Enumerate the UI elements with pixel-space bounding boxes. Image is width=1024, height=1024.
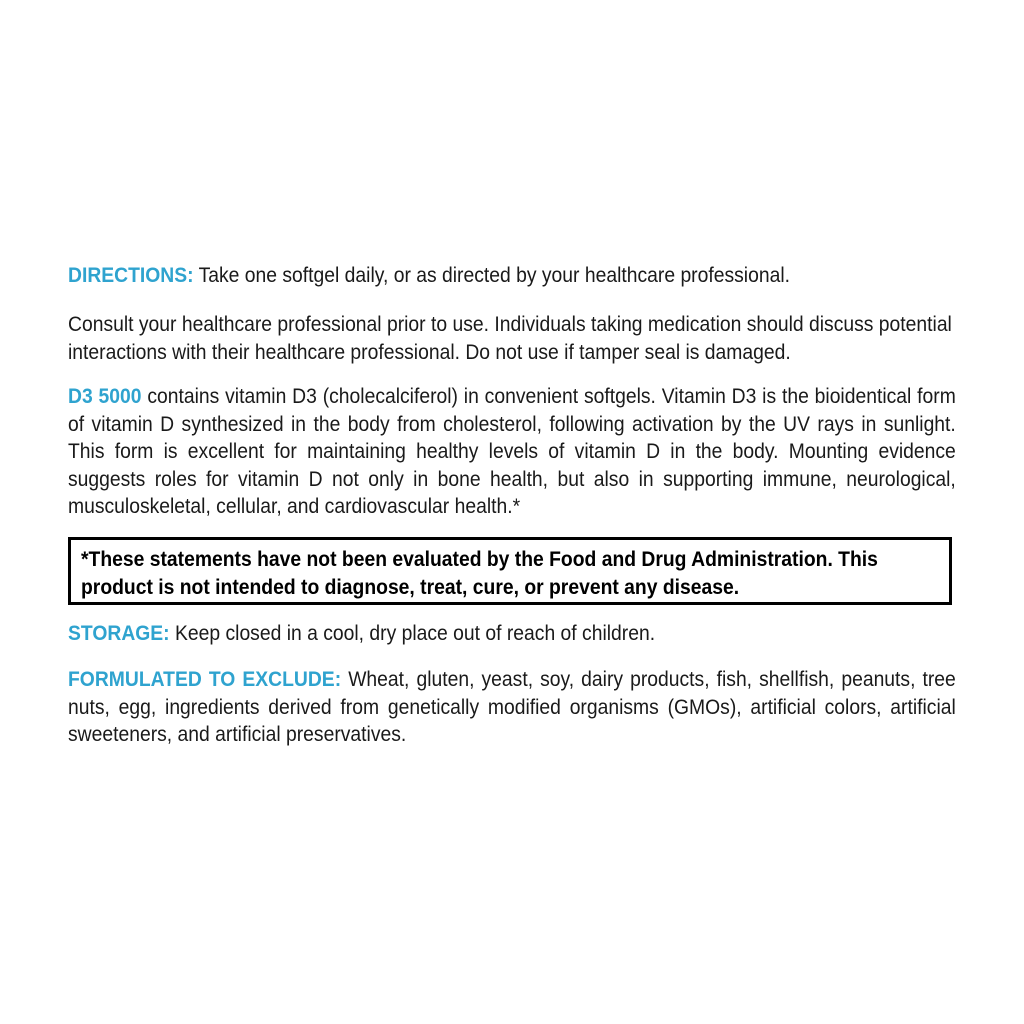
exclusions-text: Wheat, gluten, yeast, soy, dairy products, fish, shellfish, peanuts, tree nuts, egg, ingredients derived from genetically modified organisms (GMOs), artificial colors, artificial sweeteners, and artificial preservatives. <box>68 668 956 746</box>
exclusions-heading: FORMULATED TO EXCLUDE: <box>68 668 342 691</box>
directions-heading: DIRECTIONS: <box>68 264 194 287</box>
product-description-text: contains vitamin D3 (cholecalciferol) in convenient softgels. Vitamin D3 is the bioidentical form of vitamin D synthesized in the body from cholesterol, following activation by the UV rays in sunlight. This form is excellent for maintaining healthy levels of vitamin D in the body. Mounting evidence suggests roles for vitamin D not only in bone health, but also in supporting immune, neurological, musculoskeletal, cellular, and cardiovascular health.* <box>68 385 956 518</box>
product-description-paragraph <box>68 383 956 521</box>
directions-paragraph <box>68 262 956 290</box>
directions-text: Take one softgel daily, or as directed by your healthcare professional. <box>193 264 790 287</box>
fda-disclaimer-box <box>68 537 952 605</box>
consult-paragraph: Consult your healthcare professional prior to use. Individuals taking medication should discuss potential interactions with their healthcare professional. Do not use if tamper seal is damaged. <box>68 313 952 364</box>
storage-heading: STORAGE: <box>68 622 170 645</box>
fda-disclaimer-text: *These statements have not been evaluated by the Food and Drug Administration. This product is not intended to diagnose, treat, cure, or prevent any disease. <box>81 548 878 599</box>
exclusions-paragraph <box>68 666 956 749</box>
storage-text: Keep closed in a cool, dry place out of reach of children. <box>169 622 656 645</box>
product-name: D3 5000 <box>68 385 142 408</box>
storage-paragraph <box>68 620 956 648</box>
